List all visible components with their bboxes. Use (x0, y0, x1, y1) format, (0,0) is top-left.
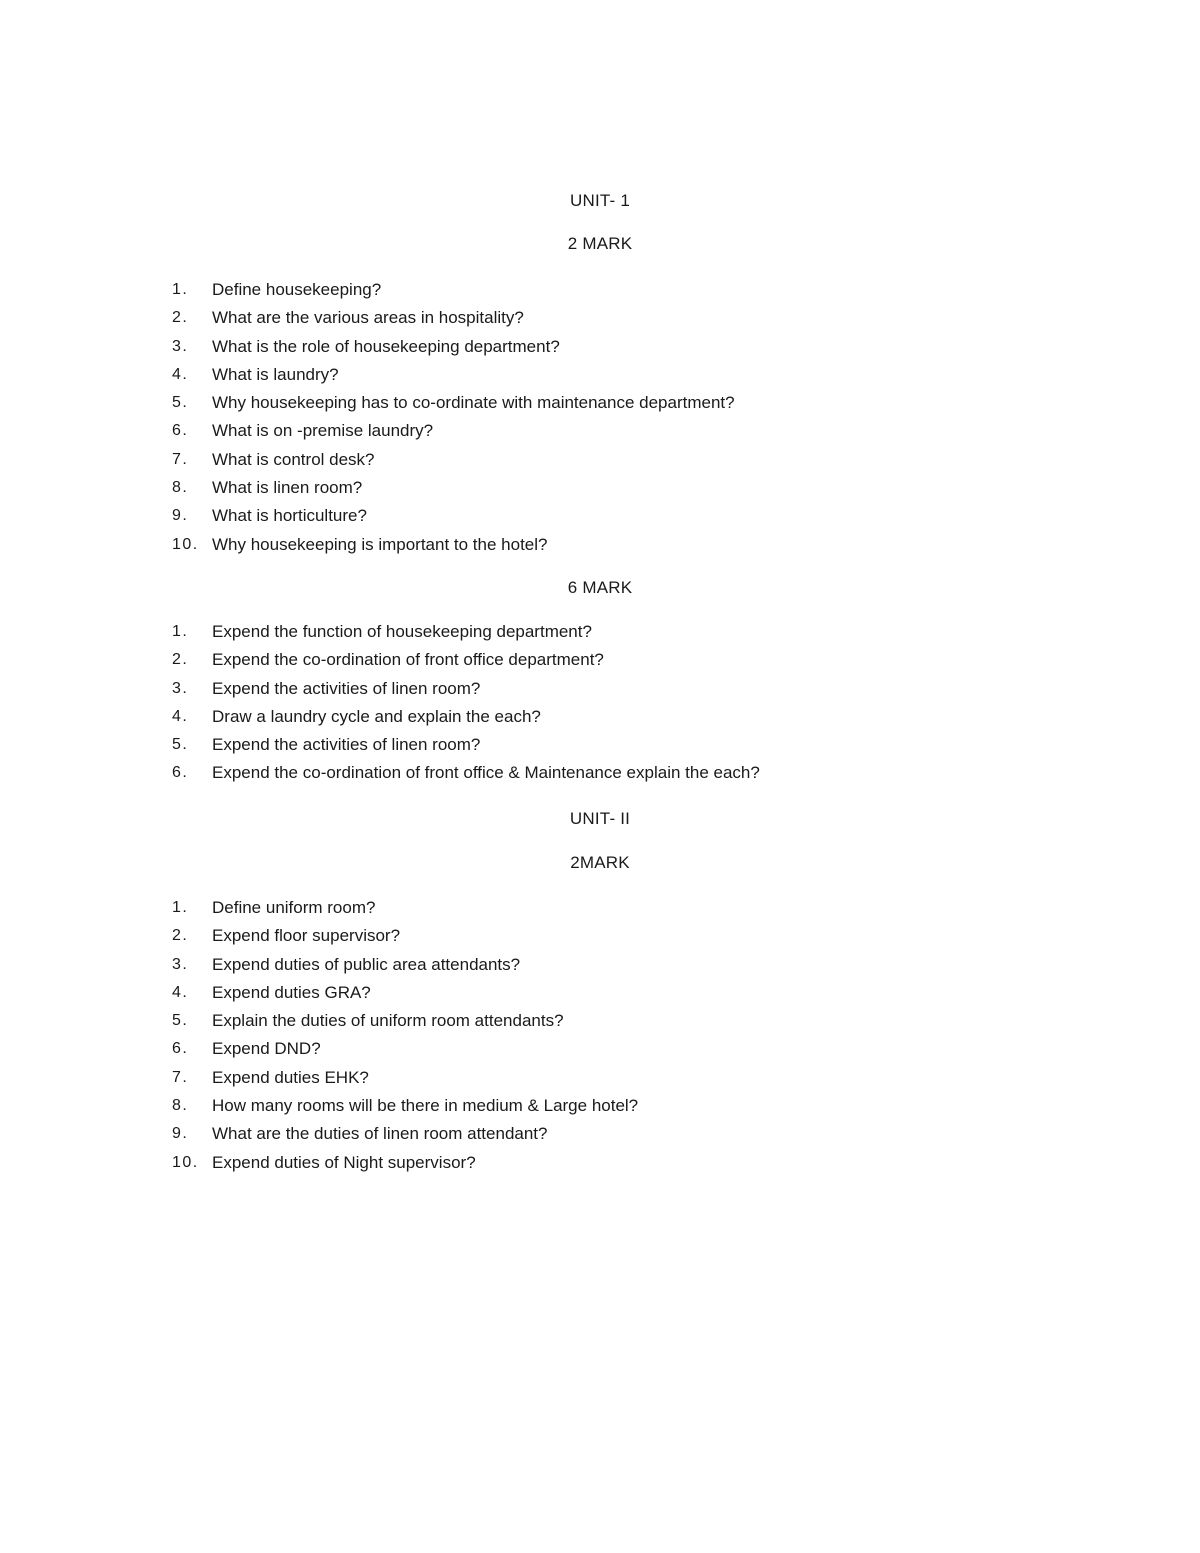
unit-1-2-mark-title: 2 MARK (567, 234, 633, 253)
question-number: 2. (172, 651, 189, 669)
question-text: Why housekeeping has to co-ordinate with maintenance department? (212, 393, 735, 413)
question-number: 3. (172, 955, 189, 973)
question-number: 9. (172, 507, 189, 525)
question-number: 3. (172, 679, 189, 697)
question-number: 4. (172, 365, 189, 383)
question-text: Expend duties GRA? (212, 982, 371, 1002)
question-text: What are the duties of linen room attendant? (212, 1124, 548, 1144)
question-number: 2. (172, 927, 189, 945)
question-text: Expend the activities of linen room? (212, 735, 481, 755)
question-text: Expend duties of Night supervisor? (212, 1152, 476, 1172)
question-text: Why housekeeping is important to the hotel? (212, 534, 548, 554)
question-text: Expend DND? (212, 1039, 321, 1059)
question-text: Expend floor supervisor? (212, 926, 401, 946)
question-text: Explain the duties of uniform room attendants? (212, 1011, 564, 1031)
question-number: 7. (172, 1068, 189, 1086)
question-text: What are the various areas in hospitality? (212, 308, 524, 328)
question-number: 2. (172, 309, 189, 327)
question-number: 5. (172, 1012, 189, 1030)
question-number: 6. (172, 764, 189, 782)
question-text: Expend duties of public area attendants? (212, 954, 521, 974)
question-text: What is control desk? (212, 449, 375, 469)
question-text: Expend duties EHK? (212, 1067, 369, 1087)
question-number: 5. (172, 394, 189, 412)
question-text: What is the role of housekeeping department? (212, 336, 560, 356)
unit-2-2-mark-title: 2MARK (570, 853, 630, 872)
question-text: What is laundry? (212, 364, 339, 384)
question-text: Expend the co-ordination of front office & Maintenance explain the each? (212, 763, 760, 783)
unit-1-6-mark-title: 6 MARK (567, 578, 633, 597)
unit-2-title: UNIT- II (569, 809, 631, 828)
unit-1-title: UNIT- 1 (570, 191, 630, 210)
question-text: What is linen room? (212, 478, 363, 498)
question-text: Expend the function of housekeeping department? (212, 622, 592, 641)
question-number: 5. (172, 736, 189, 754)
question-number: 8. (172, 1097, 189, 1115)
question-number: 4. (172, 707, 189, 725)
question-number: 1. (172, 281, 189, 298)
question-text: Draw a laundry cycle and explain the each? (212, 706, 541, 726)
question-text: What is on -premise laundry? (212, 421, 434, 441)
question-number: 10. (172, 535, 199, 553)
question-number: 3. (172, 337, 189, 355)
question-text: Expend the co-ordination of front office department? (212, 650, 604, 670)
question-number: 10. (172, 1153, 199, 1171)
question-number: 6. (172, 422, 189, 440)
question-text: Expend the activities of linen room? (212, 678, 481, 698)
question-number: 4. (172, 983, 189, 1001)
question-number: 9. (172, 1125, 189, 1143)
question-text: How many rooms will be there in medium & Large hotel? (212, 1096, 639, 1116)
question-number: 8. (172, 479, 189, 497)
question-number: 6. (172, 1040, 189, 1058)
question-text: Define uniform room? (212, 898, 376, 917)
question-text: What is horticulture? (212, 506, 367, 526)
question-number: 7. (172, 450, 189, 468)
question-number: 1. (172, 623, 189, 640)
question-number: 1. (172, 899, 189, 916)
question-text: Define housekeeping? (212, 280, 382, 299)
